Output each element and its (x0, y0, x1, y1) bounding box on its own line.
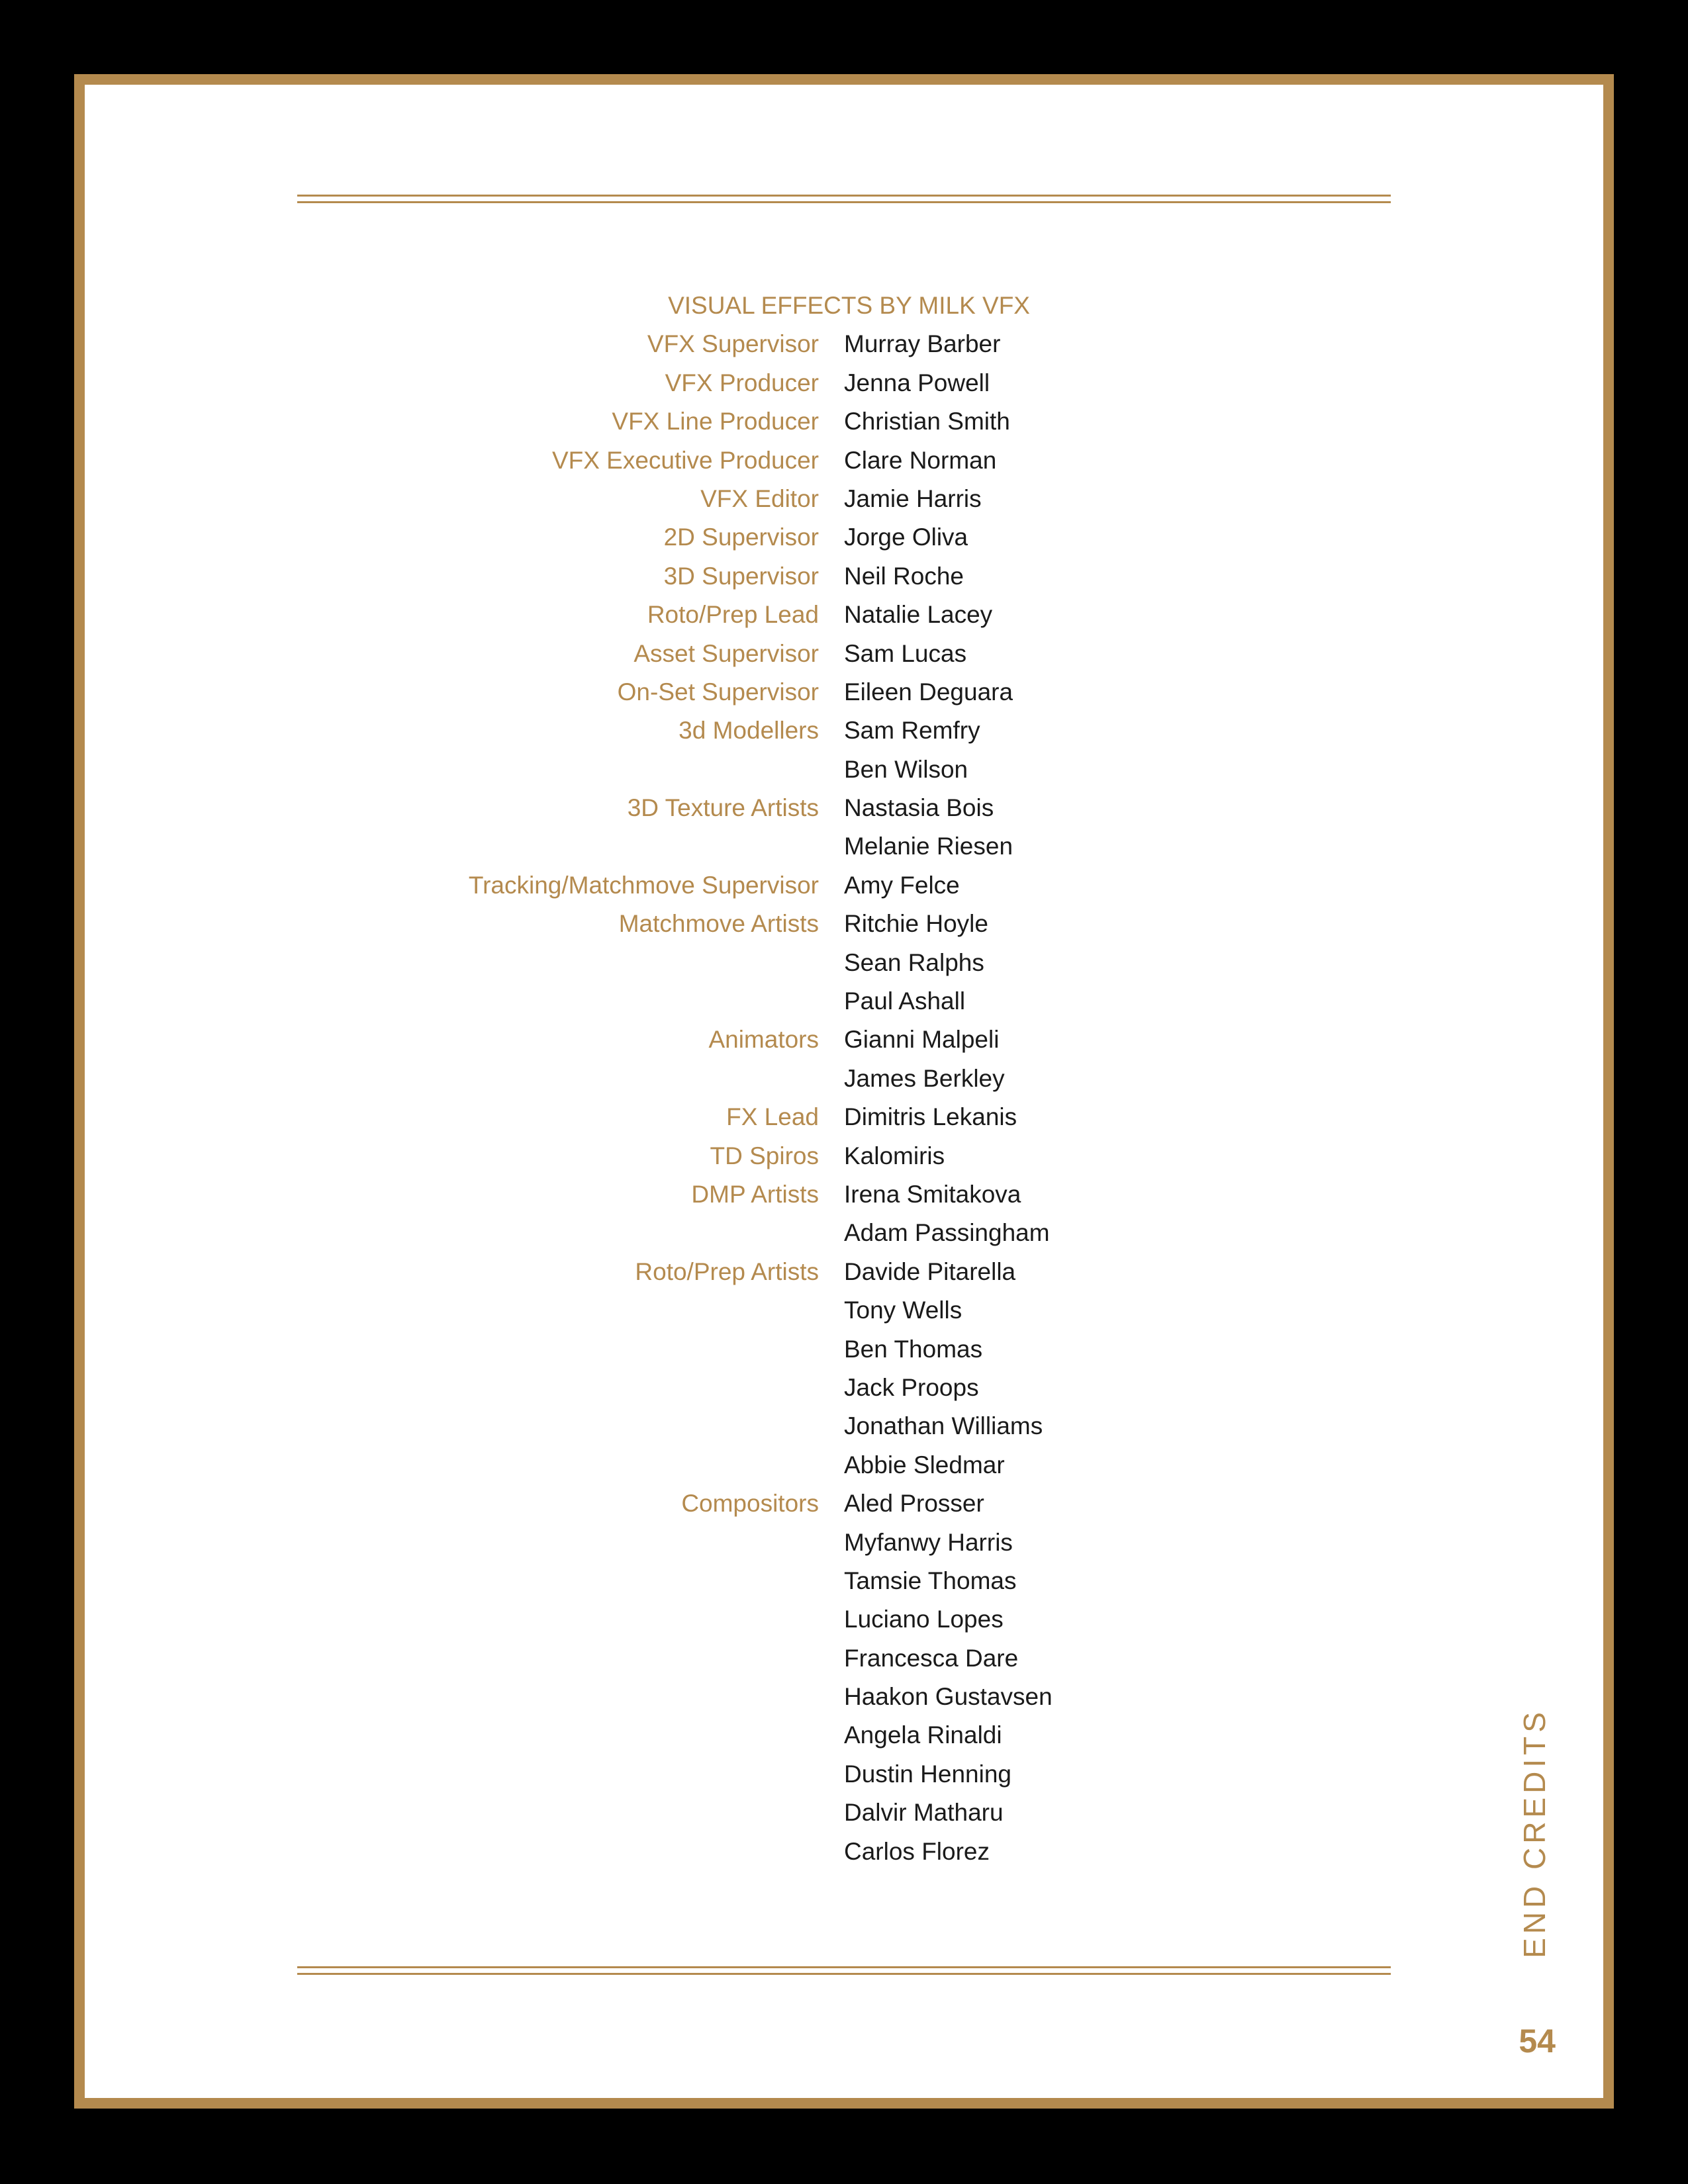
credit-name: Ben Thomas (844, 1335, 983, 1363)
credit-role (0, 1407, 819, 1445)
credit-name: Haakon Gustavsen (844, 1683, 1053, 1711)
credit-role (0, 1716, 819, 1754)
credit-name: Francesca Dare (844, 1644, 1019, 1672)
credit-name: Irena Smitakova (844, 1180, 1021, 1208)
credit-name: Adam Passingham (844, 1219, 1050, 1247)
credit-row (0, 1716, 1688, 1754)
credit-role: Asset Supervisor (633, 639, 819, 667)
credit-role (0, 751, 819, 789)
credit-row (0, 1524, 1688, 1562)
credit-name: Carlos Florez (844, 1837, 990, 1865)
credit-name: James Berkley (844, 1064, 1005, 1092)
credit-role (0, 1600, 819, 1639)
credit-name: Kalomiris (844, 1142, 945, 1169)
credit-row (0, 673, 1688, 711)
credit-name: Angela Rinaldi (844, 1721, 1002, 1749)
credit-row (0, 1755, 1688, 1794)
credit-row (0, 1253, 1688, 1291)
credit-row (0, 982, 1688, 1021)
top-rule-lower (297, 201, 1391, 203)
credit-row (0, 1291, 1688, 1330)
credit-row (0, 635, 1688, 673)
credit-row (0, 518, 1688, 557)
credit-name: Paul Ashall (844, 987, 966, 1015)
credit-name: Nastasia Bois (844, 794, 994, 822)
page-number: 54 (1519, 2023, 1556, 2060)
credit-name: Jorge Oliva (844, 523, 968, 551)
credit-name: Dalvir Matharu (844, 1799, 1004, 1827)
credit-role (0, 1446, 819, 1484)
credit-row (0, 1175, 1688, 1214)
credit-role: 3D Supervisor (663, 562, 819, 590)
credit-role (0, 1060, 819, 1098)
credit-name: Christian Smith (844, 408, 1010, 435)
credit-name: Murray Barber (844, 330, 1001, 358)
credit-role (0, 1330, 819, 1369)
credit-row (0, 1794, 1688, 1832)
credit-row (0, 1446, 1688, 1484)
credit-name: Myfanwy Harris (844, 1528, 1013, 1556)
credit-row (0, 1098, 1688, 1136)
credit-role: VFX Executive Producer (551, 446, 819, 474)
credit-name: Dimitris Lekanis (844, 1103, 1017, 1131)
credits-heading-row (0, 287, 1688, 325)
credit-name: Aled Prosser (844, 1490, 984, 1518)
credit-role (0, 1369, 819, 1407)
credit-role (0, 1678, 819, 1716)
credit-role (0, 1639, 819, 1678)
credit-name: Jenna Powell (844, 369, 990, 396)
credit-row (0, 827, 1688, 866)
credit-role (0, 944, 819, 982)
credit-role: Animators (708, 1026, 819, 1054)
top-rule-upper (297, 195, 1391, 197)
credit-row (0, 364, 1688, 402)
credit-name: Davide Pitarella (844, 1257, 1016, 1285)
credit-role: 3D Texture Artists (627, 794, 819, 822)
credit-role: DMP Artists (691, 1180, 819, 1208)
credit-role: Roto/Prep Lead (647, 601, 819, 629)
credit-role: Roto/Prep Artists (635, 1257, 819, 1285)
credit-role: TD Spiros (710, 1142, 819, 1169)
credit-role: VFX Line Producer (612, 408, 819, 435)
credit-role: Matchmove Artists (618, 910, 819, 938)
credit-name: Jack Proops (844, 1373, 979, 1401)
credit-row (0, 789, 1688, 827)
credit-name: Ben Wilson (844, 755, 968, 783)
credit-row (0, 480, 1688, 518)
credit-row (0, 1639, 1688, 1678)
credit-role (0, 827, 819, 866)
credit-name: Natalie Lacey (844, 601, 993, 629)
credit-name: Luciano Lopes (844, 1606, 1004, 1633)
credit-row (0, 1678, 1688, 1716)
credit-role: On-Set Supervisor (617, 678, 819, 705)
credit-role: VFX Producer (665, 369, 819, 396)
credit-name: Clare Norman (844, 446, 997, 474)
section-label: END CREDITS (1517, 1708, 1552, 1958)
credit-name: Melanie Riesen (844, 833, 1013, 860)
credit-role: Compositors (681, 1490, 819, 1518)
credit-row (0, 557, 1688, 596)
credits-heading: VISUAL EFFECTS BY MILK VFX (668, 292, 1030, 319)
credit-row (0, 441, 1688, 480)
credit-role (0, 982, 819, 1021)
credit-role (0, 1794, 819, 1832)
credit-row (0, 596, 1688, 634)
credit-role: FX Lead (726, 1103, 819, 1131)
credit-row (0, 711, 1688, 750)
credit-name: Sean Ralphs (844, 948, 984, 976)
credit-name: Abbie Sledmar (844, 1451, 1005, 1479)
credit-role (0, 1214, 819, 1252)
credit-row (0, 1562, 1688, 1600)
credit-name: Dustin Henning (844, 1760, 1011, 1788)
credit-row (0, 1214, 1688, 1252)
credit-role (0, 1562, 819, 1600)
credit-row (0, 402, 1688, 441)
credit-role: VFX Supervisor (647, 330, 819, 358)
bottom-rule-lower (297, 1973, 1391, 1975)
credit-name: Sam Lucas (844, 639, 967, 667)
credits-block (0, 287, 1688, 1871)
credit-role (0, 1524, 819, 1562)
bottom-rule-upper (297, 1966, 1391, 1968)
credit-row (0, 1021, 1688, 1059)
credit-role: VFX Editor (700, 484, 819, 512)
credit-row (0, 1060, 1688, 1098)
credit-role: 2D Supervisor (663, 523, 819, 551)
credits-list (0, 325, 1688, 1871)
credit-row (0, 325, 1688, 363)
credit-role (0, 1833, 819, 1871)
credit-row (0, 866, 1688, 905)
credit-row (0, 1833, 1688, 1871)
credit-row (0, 1484, 1688, 1523)
credit-name: Tamsie Thomas (844, 1567, 1017, 1594)
credit-role (0, 1755, 819, 1794)
credit-name: Neil Roche (844, 562, 964, 590)
credit-name: Ritchie Hoyle (844, 910, 988, 938)
credit-row (0, 1600, 1688, 1639)
credit-row (0, 1407, 1688, 1445)
credit-row (0, 905, 1688, 943)
credit-name: Eileen Deguara (844, 678, 1013, 705)
credit-name: Gianni Malpeli (844, 1026, 1000, 1054)
credit-name: Jonathan Williams (844, 1412, 1043, 1440)
credit-role: Tracking/Matchmove Supervisor (468, 871, 819, 899)
credit-name: Jamie Harris (844, 484, 982, 512)
credit-name: Amy Felce (844, 871, 960, 899)
credit-row (0, 944, 1688, 982)
credit-name: Tony Wells (844, 1297, 962, 1324)
credit-role: 3d Modellers (679, 717, 819, 745)
credit-row (0, 1137, 1688, 1175)
credit-role (0, 1291, 819, 1330)
credit-row (0, 1330, 1688, 1369)
credit-name: Sam Remfry (844, 717, 980, 745)
credit-row (0, 751, 1688, 789)
credit-row (0, 1369, 1688, 1407)
